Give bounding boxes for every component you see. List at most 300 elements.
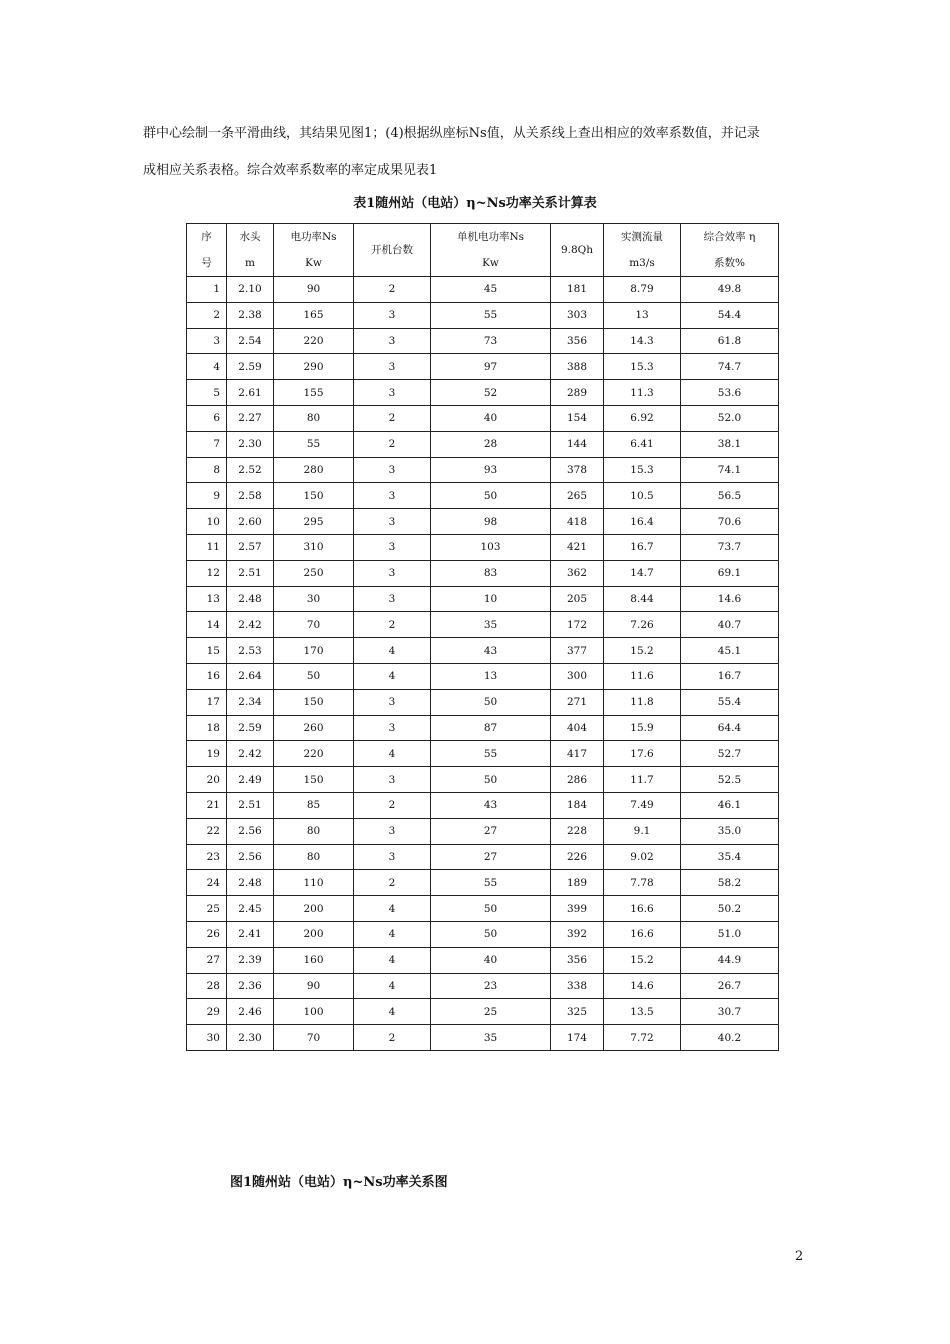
table-cell: 49.8 xyxy=(681,277,779,303)
table-header-cell xyxy=(227,224,274,277)
table-cell: 2.48 xyxy=(227,870,274,896)
table-cell: 90 xyxy=(274,973,354,999)
table-cell: 2.53 xyxy=(227,638,274,664)
table-row xyxy=(187,534,779,560)
table-cell: 50.2 xyxy=(681,896,779,922)
table-cell: 260 xyxy=(274,715,354,741)
table-cell: 6.41 xyxy=(604,431,681,457)
table-cell: 2.34 xyxy=(227,689,274,715)
table-cell: 228 xyxy=(551,818,604,844)
table-cell: 3 xyxy=(354,560,431,586)
table-cell: 19 xyxy=(187,741,227,767)
table-cell: 399 xyxy=(551,896,604,922)
table-title: 表1随州站（电站）η~Ns功率关系计算表 xyxy=(353,196,597,211)
table-cell: 2.52 xyxy=(227,457,274,483)
table-cell: 378 xyxy=(551,457,604,483)
table-cell: 3 xyxy=(354,715,431,741)
table-cell: 45.1 xyxy=(681,638,779,664)
table-cell: 421 xyxy=(551,534,604,560)
table-cell: 74.1 xyxy=(681,457,779,483)
table-cell: 11.3 xyxy=(604,380,681,406)
table-cell: 23 xyxy=(431,973,551,999)
table-cell: 6.92 xyxy=(604,405,681,431)
table-cell: 17.6 xyxy=(604,741,681,767)
table-cell: 2.42 xyxy=(227,612,274,638)
table-row xyxy=(187,277,779,303)
table-cell: 155 xyxy=(274,380,354,406)
table-cell: 250 xyxy=(274,560,354,586)
table-cell: 50 xyxy=(431,921,551,947)
table-cell: 13 xyxy=(431,663,551,689)
table-cell: 2.57 xyxy=(227,534,274,560)
table-cell: 11.6 xyxy=(604,663,681,689)
table-cell: 2.38 xyxy=(227,302,274,328)
table-cell: 29 xyxy=(187,999,227,1025)
table-cell: 50 xyxy=(274,663,354,689)
table-cell: 35 xyxy=(431,1025,551,1051)
table-row xyxy=(187,612,779,638)
table-row xyxy=(187,792,779,818)
table-header-cell xyxy=(274,224,354,277)
table-cell: 54.4 xyxy=(681,302,779,328)
table-cell: 174 xyxy=(551,1025,604,1051)
table-body xyxy=(187,277,779,1051)
table-cell: 14 xyxy=(187,612,227,638)
table-cell: 40.2 xyxy=(681,1025,779,1051)
table-cell: 3 xyxy=(187,328,227,354)
table-row xyxy=(187,354,779,380)
table-cell: 2.27 xyxy=(227,405,274,431)
table-cell: 18 xyxy=(187,715,227,741)
table-header-cell xyxy=(431,224,551,277)
table-cell: 45 xyxy=(431,277,551,303)
table-header-cell xyxy=(604,224,681,277)
table-cell: 2.56 xyxy=(227,844,274,870)
table-cell: 8 xyxy=(187,457,227,483)
table-cell: 55 xyxy=(431,741,551,767)
table-cell: 30 xyxy=(187,1025,227,1051)
table-cell: 21 xyxy=(187,792,227,818)
table-cell: 2.61 xyxy=(227,380,274,406)
table-cell: 23 xyxy=(187,844,227,870)
table-cell: 338 xyxy=(551,973,604,999)
table-cell: 103 xyxy=(431,534,551,560)
table-cell: 80 xyxy=(274,405,354,431)
table-row xyxy=(187,663,779,689)
table-cell: 50 xyxy=(431,896,551,922)
table-cell: 85 xyxy=(274,792,354,818)
header-text: 号 xyxy=(201,257,212,269)
table-cell: 30.7 xyxy=(681,999,779,1025)
table-cell: 26.7 xyxy=(681,973,779,999)
table-cell: 38.1 xyxy=(681,431,779,457)
table-cell: 69.1 xyxy=(681,560,779,586)
table-row xyxy=(187,973,779,999)
table-cell: 170 xyxy=(274,638,354,664)
table-cell: 56.5 xyxy=(681,483,779,509)
table-row xyxy=(187,509,779,535)
table-cell: 184 xyxy=(551,792,604,818)
table-cell: 15.3 xyxy=(604,457,681,483)
table-cell: 87 xyxy=(431,715,551,741)
table-cell: 16.4 xyxy=(604,509,681,535)
table-cell: 97 xyxy=(431,354,551,380)
table-cell: 2 xyxy=(354,792,431,818)
table-cell: 4 xyxy=(354,921,431,947)
table-cell: 3 xyxy=(354,818,431,844)
table-cell: 14.6 xyxy=(604,973,681,999)
table-cell: 172 xyxy=(551,612,604,638)
table-cell: 10 xyxy=(431,586,551,612)
table-cell: 2.58 xyxy=(227,483,274,509)
table-cell: 3 xyxy=(354,328,431,354)
table-cell: 303 xyxy=(551,302,604,328)
table-cell: 7 xyxy=(187,431,227,457)
table-cell: 417 xyxy=(551,741,604,767)
table-cell: 271 xyxy=(551,689,604,715)
header-text: 电功率Ns xyxy=(290,231,337,243)
header-text: 单机电功率Ns xyxy=(456,231,525,243)
table-cell: 392 xyxy=(551,921,604,947)
table-row xyxy=(187,457,779,483)
table-cell: 189 xyxy=(551,870,604,896)
table-header-cell xyxy=(187,224,227,277)
paragraph-line-1: 群中心绘制一条平滑曲线，其结果见图1；(4)根据纵座标Ns值，从关系线上查出相应的效率系数值，并记录 xyxy=(143,126,760,141)
table-cell: 13 xyxy=(187,586,227,612)
table-cell: 310 xyxy=(274,534,354,560)
table-cell: 50 xyxy=(431,483,551,509)
table-cell: 15.2 xyxy=(604,638,681,664)
table-cell: 181 xyxy=(551,277,604,303)
table-cell: 80 xyxy=(274,844,354,870)
table-cell: 16.6 xyxy=(604,921,681,947)
table-cell: 27 xyxy=(187,947,227,973)
table-row xyxy=(187,818,779,844)
table-row xyxy=(187,380,779,406)
table-cell: 2.59 xyxy=(227,715,274,741)
table-cell: 52 xyxy=(431,380,551,406)
table-cell: 280 xyxy=(274,457,354,483)
header-text: 水头 xyxy=(239,231,261,243)
table-cell: 4 xyxy=(187,354,227,380)
paragraph-line-2: 成相应关系表格。综合效率系数率的率定成果见表1 xyxy=(143,163,438,178)
table-row xyxy=(187,560,779,586)
table-cell: 70.6 xyxy=(681,509,779,535)
table-cell: 2.30 xyxy=(227,1025,274,1051)
table-cell: 46.1 xyxy=(681,792,779,818)
page-number: 2 xyxy=(795,1249,804,1264)
table-cell: 6 xyxy=(187,405,227,431)
table-cell: 83 xyxy=(431,560,551,586)
table-cell: 377 xyxy=(551,638,604,664)
table-cell: 14.6 xyxy=(681,586,779,612)
table-cell: 7.49 xyxy=(604,792,681,818)
table-cell: 4 xyxy=(354,896,431,922)
table-cell: 4 xyxy=(354,741,431,767)
table-cell: 14.3 xyxy=(604,328,681,354)
table-cell: 356 xyxy=(551,328,604,354)
table-cell: 40 xyxy=(431,405,551,431)
table-cell: 55 xyxy=(274,431,354,457)
efficiency-table xyxy=(186,223,779,1051)
figure-caption: 图1随州站（电站）η~Ns功率关系图 xyxy=(230,1175,448,1190)
table-cell: 16.7 xyxy=(604,534,681,560)
table-row xyxy=(187,870,779,896)
table-cell: 50 xyxy=(431,767,551,793)
table-cell: 2 xyxy=(354,431,431,457)
header-text: Kw xyxy=(305,257,322,269)
header-text: 实测流量 xyxy=(621,231,663,243)
table-cell: 52.5 xyxy=(681,767,779,793)
table-cell: 4 xyxy=(354,999,431,1025)
table-header-cell xyxy=(354,224,431,277)
table-cell: 3 xyxy=(354,586,431,612)
table-cell: 2 xyxy=(354,277,431,303)
table-cell: 8.79 xyxy=(604,277,681,303)
table-cell: 93 xyxy=(431,457,551,483)
table-cell: 2.60 xyxy=(227,509,274,535)
table-row xyxy=(187,921,779,947)
table-cell: 4 xyxy=(354,638,431,664)
table-cell: 3 xyxy=(354,483,431,509)
table-cell: 22 xyxy=(187,818,227,844)
table-cell: 2.45 xyxy=(227,896,274,922)
table-row xyxy=(187,999,779,1025)
table-cell: 90 xyxy=(274,277,354,303)
table-cell: 286 xyxy=(551,767,604,793)
table-cell: 3 xyxy=(354,457,431,483)
table-cell: 2 xyxy=(354,870,431,896)
table-cell: 3 xyxy=(354,767,431,793)
table-row xyxy=(187,767,779,793)
table-cell: 35.0 xyxy=(681,818,779,844)
table-row xyxy=(187,302,779,328)
table-cell: 2 xyxy=(187,302,227,328)
table-header xyxy=(187,224,779,277)
table-cell: 100 xyxy=(274,999,354,1025)
table-cell: 50 xyxy=(431,689,551,715)
table-cell: 9.02 xyxy=(604,844,681,870)
table-cell: 5 xyxy=(187,380,227,406)
table-cell: 205 xyxy=(551,586,604,612)
table-cell: 13 xyxy=(604,302,681,328)
header-text: 序 xyxy=(201,231,212,243)
table-cell: 4 xyxy=(354,663,431,689)
table-cell: 2.36 xyxy=(227,973,274,999)
table-row xyxy=(187,638,779,664)
table-cell: 73.7 xyxy=(681,534,779,560)
table-cell: 220 xyxy=(274,328,354,354)
table-cell: 2 xyxy=(354,612,431,638)
table-cell: 80 xyxy=(274,818,354,844)
table-cell: 7.26 xyxy=(604,612,681,638)
table-cell: 2.49 xyxy=(227,767,274,793)
table-cell: 11.8 xyxy=(604,689,681,715)
table-cell: 30 xyxy=(274,586,354,612)
table-cell: 2.42 xyxy=(227,741,274,767)
header-text: Kw xyxy=(482,257,499,269)
table-cell: 10 xyxy=(187,509,227,535)
table-cell: 70 xyxy=(274,612,354,638)
table-cell: 7.72 xyxy=(604,1025,681,1051)
table-cell: 25 xyxy=(187,896,227,922)
table-cell: 200 xyxy=(274,896,354,922)
table-cell: 220 xyxy=(274,741,354,767)
header-text: m xyxy=(245,257,255,269)
table-cell: 98 xyxy=(431,509,551,535)
table-cell: 150 xyxy=(274,767,354,793)
table-cell: 3 xyxy=(354,509,431,535)
table-cell: 15.9 xyxy=(604,715,681,741)
table-cell: 2.46 xyxy=(227,999,274,1025)
table-cell: 2.48 xyxy=(227,586,274,612)
table-row xyxy=(187,896,779,922)
table-cell: 4 xyxy=(354,973,431,999)
table-cell: 17 xyxy=(187,689,227,715)
table-cell: 16 xyxy=(187,663,227,689)
table-cell: 27 xyxy=(431,844,551,870)
table-cell: 388 xyxy=(551,354,604,380)
table-cell: 35.4 xyxy=(681,844,779,870)
table-cell: 404 xyxy=(551,715,604,741)
table-cell: 356 xyxy=(551,947,604,973)
header-text: 系数% xyxy=(714,257,745,269)
table-cell: 26 xyxy=(187,921,227,947)
table-cell: 289 xyxy=(551,380,604,406)
table-cell: 74.7 xyxy=(681,354,779,380)
table-cell: 43 xyxy=(431,792,551,818)
header-text: m3/s xyxy=(629,257,655,269)
table-cell: 362 xyxy=(551,560,604,586)
table-cell: 2.59 xyxy=(227,354,274,380)
table-cell: 2.51 xyxy=(227,560,274,586)
table-row xyxy=(187,689,779,715)
table-cell: 3 xyxy=(354,534,431,560)
table-cell: 4 xyxy=(354,947,431,973)
table-cell: 2.30 xyxy=(227,431,274,457)
table-cell: 3 xyxy=(354,380,431,406)
table-cell: 2.54 xyxy=(227,328,274,354)
table-cell: 2.39 xyxy=(227,947,274,973)
table-cell: 226 xyxy=(551,844,604,870)
table-cell: 16.7 xyxy=(681,663,779,689)
table-cell: 28 xyxy=(431,431,551,457)
table-row xyxy=(187,947,779,973)
table-cell: 7.78 xyxy=(604,870,681,896)
header-text: 开机台数 xyxy=(371,244,413,256)
table-cell: 44.9 xyxy=(681,947,779,973)
table-cell: 11 xyxy=(187,534,227,560)
table-cell: 43 xyxy=(431,638,551,664)
table-cell: 9 xyxy=(187,483,227,509)
table-cell: 290 xyxy=(274,354,354,380)
table-cell: 144 xyxy=(551,431,604,457)
table-cell: 160 xyxy=(274,947,354,973)
table-cell: 20 xyxy=(187,767,227,793)
table-cell: 40 xyxy=(431,947,551,973)
table-cell: 64.4 xyxy=(681,715,779,741)
table-cell: 13.5 xyxy=(604,999,681,1025)
table-cell: 110 xyxy=(274,870,354,896)
table-row xyxy=(187,405,779,431)
table-cell: 8.44 xyxy=(604,586,681,612)
table-row xyxy=(187,483,779,509)
table-cell: 61.8 xyxy=(681,328,779,354)
header-text: 综合效率 η xyxy=(703,231,756,243)
table-row xyxy=(187,586,779,612)
table-cell: 55.4 xyxy=(681,689,779,715)
table-header-cell xyxy=(551,224,604,277)
table-cell: 53.6 xyxy=(681,380,779,406)
table-cell: 40.7 xyxy=(681,612,779,638)
table-cell: 2.51 xyxy=(227,792,274,818)
table-cell: 12 xyxy=(187,560,227,586)
table-cell: 51.0 xyxy=(681,921,779,947)
table-cell: 150 xyxy=(274,689,354,715)
table-cell: 28 xyxy=(187,973,227,999)
table-cell: 11.7 xyxy=(604,767,681,793)
table-cell: 70 xyxy=(274,1025,354,1051)
header-text: 9.8Qh xyxy=(560,244,594,256)
table-cell: 2.10 xyxy=(227,277,274,303)
table-cell: 24 xyxy=(187,870,227,896)
table-cell: 2.41 xyxy=(227,921,274,947)
table-cell: 265 xyxy=(551,483,604,509)
table-cell: 15.3 xyxy=(604,354,681,380)
table-cell: 52.0 xyxy=(681,405,779,431)
table-cell: 300 xyxy=(551,663,604,689)
table-cell: 3 xyxy=(354,689,431,715)
table-row xyxy=(187,715,779,741)
table-cell: 55 xyxy=(431,870,551,896)
table-header-cell xyxy=(681,224,779,277)
table-cell: 55 xyxy=(431,302,551,328)
table-cell: 10.5 xyxy=(604,483,681,509)
table-cell: 3 xyxy=(354,354,431,380)
table-cell: 418 xyxy=(551,509,604,535)
table-cell: 58.2 xyxy=(681,870,779,896)
table-cell: 15 xyxy=(187,638,227,664)
table-cell: 1 xyxy=(187,277,227,303)
table-header-row xyxy=(187,224,779,277)
table-cell: 2 xyxy=(354,1025,431,1051)
table-cell: 325 xyxy=(551,999,604,1025)
table-cell: 2.64 xyxy=(227,663,274,689)
table-cell: 2 xyxy=(354,405,431,431)
table-cell: 27 xyxy=(431,818,551,844)
table-cell: 150 xyxy=(274,483,354,509)
table-cell: 2.56 xyxy=(227,818,274,844)
table-row xyxy=(187,328,779,354)
table-cell: 25 xyxy=(431,999,551,1025)
table-cell: 165 xyxy=(274,302,354,328)
table-cell: 3 xyxy=(354,302,431,328)
table-cell: 16.6 xyxy=(604,896,681,922)
table-cell: 295 xyxy=(274,509,354,535)
table-cell: 154 xyxy=(551,405,604,431)
table-cell: 35 xyxy=(431,612,551,638)
table-cell: 15.2 xyxy=(604,947,681,973)
table-row xyxy=(187,1025,779,1051)
table-cell: 14.7 xyxy=(604,560,681,586)
table-cell: 200 xyxy=(274,921,354,947)
table-row xyxy=(187,741,779,767)
table-cell: 9.1 xyxy=(604,818,681,844)
table-cell: 73 xyxy=(431,328,551,354)
table-row xyxy=(187,844,779,870)
table-cell: 52.7 xyxy=(681,741,779,767)
table-row xyxy=(187,431,779,457)
